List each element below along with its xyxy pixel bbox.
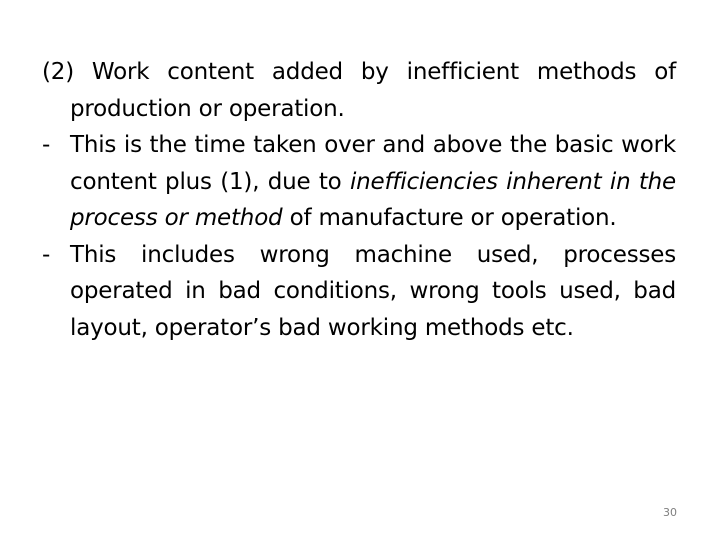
bullet-text [70, 127, 676, 237]
bullet-text-emphasis: inefficiencies inherent in the process or method [70, 168, 676, 231]
slide-body [42, 54, 676, 346]
bullet-text-tail: of manufacture or operation. [282, 205, 617, 231]
bullet-text [70, 237, 676, 347]
bullet-marker: - [42, 241, 51, 268]
heading-text: (2) Work content added by inefficient methods of production or operation. [42, 59, 676, 122]
bullet-item-definition [42, 127, 676, 237]
bullet-text-plain: This includes wrong machine used, processes operated in bad conditions, wrong tools used, bad layout, operator’s bad working methods etc. [70, 241, 676, 341]
bullet-text-plain: This is the time taken over and above the basic work content plus (1), due to [70, 132, 676, 195]
bullet-item-examples [42, 237, 676, 347]
bullet-marker: - [42, 132, 51, 158]
page-number: 30 [663, 506, 677, 519]
section-heading [42, 54, 676, 127]
